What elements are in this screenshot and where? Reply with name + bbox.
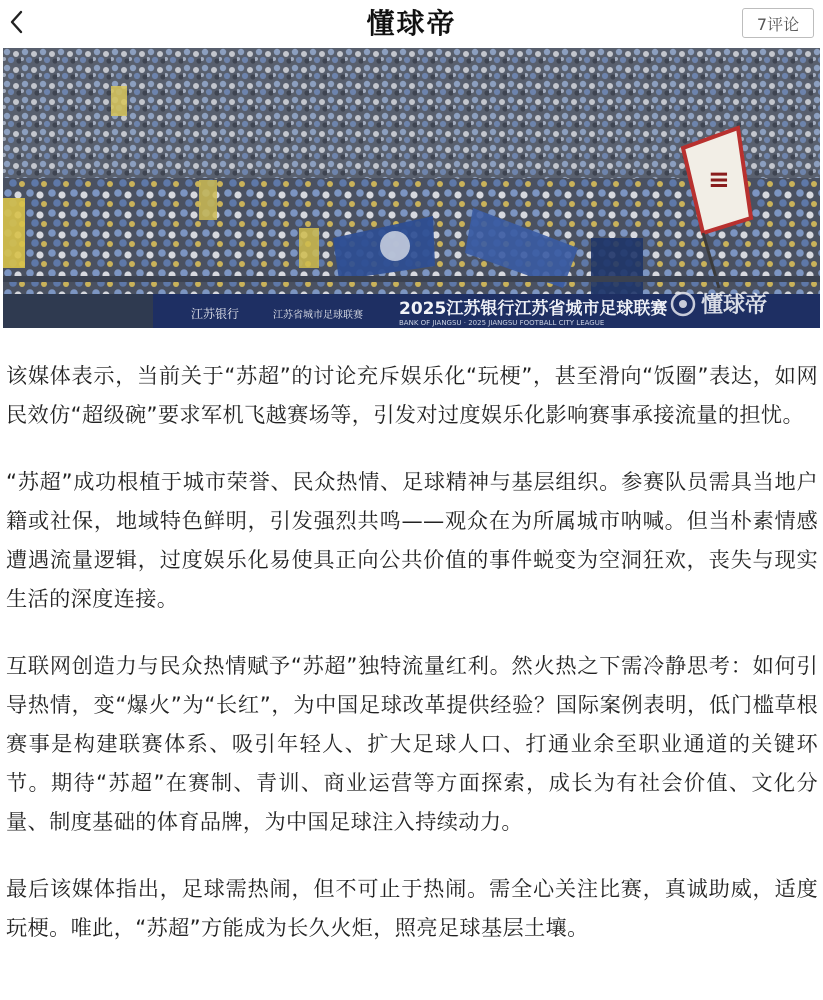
svg-text:≡: ≡ bbox=[708, 165, 730, 195]
svg-text:懂球帝: 懂球帝 bbox=[701, 293, 768, 318]
article-paragraph: 最后该媒体指出，足球需热闹，但不可止于热闹。需全心关注比赛，真诚助威，适度玩梗。唯此，“苏超”方能成为长久火炬，照亮足球基层土壤。 bbox=[6, 876, 818, 940]
top-bar bbox=[0, 0, 823, 48]
article-paragraph: “苏超”成功根植于城市荣誉、民众热情、足球精神与基层组织。参赛队员需具当地户籍或社保，地域特色鲜明，引发强烈共鸣——观众在为所属城市呐喊。但当朴素情感遭遇流量逻辑，过度娱乐化易使具正向公共价值的事件蜕变为空洞狂欢，丧失与现实生活的深度连接。 bbox=[6, 469, 818, 611]
comment-count-button[interactable]: 7评论 bbox=[742, 8, 814, 38]
hero-photo-stadium-crowd bbox=[3, 48, 820, 328]
app-title: 懂球帝 bbox=[366, 7, 457, 40]
banner-sponsor-text: 江苏银行 bbox=[191, 307, 240, 321]
banner-subtitle-text: BANK OF JIANGSU · 2025 JIANGSU FOOTBALL CITY LEAGUE bbox=[399, 319, 605, 327]
banner-league-text: 江苏省城市足球联赛 bbox=[273, 310, 363, 321]
article-paragraph: 该媒体表示，当前关于“苏超”的讨论充斥娱乐化“玩梗”，甚至滑向“饭圈”表达，如网民效仿“超级碗”要求军机飞越赛场等，引发对过度娱乐化影响赛事承接流量的担忧。 bbox=[6, 363, 818, 427]
article-body bbox=[6, 356, 818, 975]
article-paragraph: 互联网创造力与民众热情赋予“苏超”独特流量红利。然火热之下需冷静思考：如何引导热情，变“爆火”为“长红”，为中国足球改革提供经验？国际案例表明，低门槛草根赛事是构建联赛体系、吸引年轻人、扩大足球人口、打通业余至职业通道的关键环节。期待“苏超”在赛制、青训、商业运营等方面探索，成长为有社会价值、文化分量、制度基础的体育品牌，为中国足球注入持续动力。 bbox=[6, 653, 818, 834]
banner-title-text: 2025江苏银行江苏省城市足球联赛 bbox=[399, 299, 668, 319]
